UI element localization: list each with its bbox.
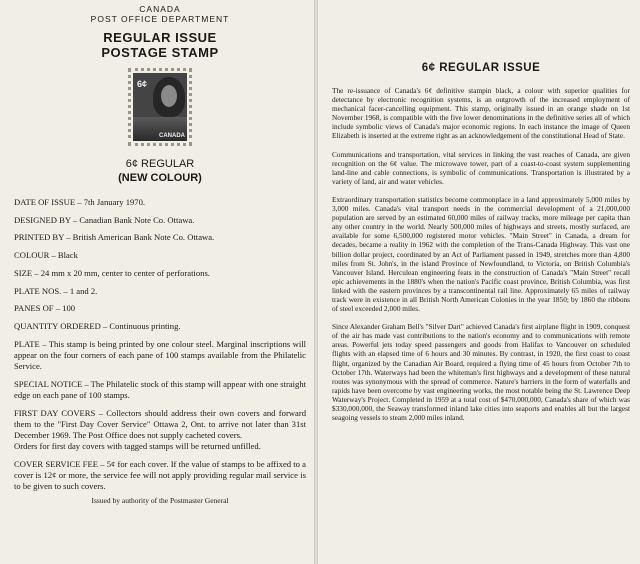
stamp-denomination: 6¢ bbox=[137, 79, 148, 89]
right-title: 6¢ REGULAR ISSUE bbox=[421, 62, 541, 74]
header-department: POST OFFICE DEPARTMENT bbox=[90, 14, 230, 24]
header-country: CANADA bbox=[139, 4, 181, 14]
issued-by: Issued by authority of the Postmaster General bbox=[91, 495, 229, 505]
stamp-image bbox=[128, 68, 192, 146]
field-size: SIZE – 24 mm x 20 mm, center to center of perforations. bbox=[14, 267, 210, 278]
field-date-of-issue: DATE OF ISSUE – 7th January 1970. bbox=[14, 197, 146, 207]
paragraph-communications: Communications and transportation, vital services in linking the vast reaches of Canada, are given recognition on the 6¢ value. The microwave tower, part of a coast-to-coast system supplementing land-line and cable connections, is symbolic of communications. Transportation is illustrated by a variety of land, air and water vehicles. bbox=[332, 149, 630, 186]
queen-face bbox=[161, 85, 177, 107]
paragraph-air-and-water: Since Alexander Graham Bell's "Silver Dart" achieved Canada's first airplane flight in 1909, conquest of the air has made vast contributions to the nation's economy and to communications with remote areas. Powerful jets today speed passengers and goods from Halifax to Vancouver on scheduled flights with an elapsed time of 6 hours and 30 minutes. By contrast, in 1920, the first coast to coast flight, organized by the Canadian Air Board, required a flying time of 45 hours from October 7th to October 17th. Waterways had been the whiteman's first highways and a development of these natural routes was synonymous with the spread of commerce. Nature's barriers in the form of waterfalls and rapids have been overcome by vast engineering works, the most notable being the St. Lawrence Deep Waterway's Project. Completed in 1959 at a total cost of $470,000,000, Canada's share of which was $330,000,000, the Seaway transformed inland lake cities into seaports and enables all but the largest seagoing vessels to steam 2,000 miles inland. bbox=[332, 322, 630, 423]
field-first-day-covers: FIRST DAY COVERS – Collectors should address their own covers and forward them to the "First Day Cover Service" Ottawa 2, Ont. to arrive not later than 31st December 1969. The Post Office does not supply cacheted covers. bbox=[14, 407, 306, 441]
field-plate: PLATE – This stamp is being printed by one colour steel. Marginal inscriptions will appear on the four corners of each pane of 100 stamps available from the Philatelic Service. bbox=[14, 338, 306, 372]
field-designed-by: DESIGNED BY – Canadian Bank Note Co. Ottawa. bbox=[14, 214, 195, 225]
field-colour: COLOUR – Black bbox=[14, 250, 78, 261]
title-regular-issue: REGULAR ISSUE bbox=[103, 30, 217, 45]
stamp-details bbox=[14, 197, 306, 493]
field-printed-by: PRINTED BY – British American Bank Note Co. Ottawa. bbox=[14, 232, 215, 243]
field-cover-service-fee: COVER SERVICE FEE – 5¢ for each cover. If the value of stamps to be affixed to a cover is 12¢ or more, the service fee will not apply providing regular mail service is to be given to such covers. bbox=[14, 458, 306, 492]
paragraph-transport-statistics: Extraordinary transportation statistics become commonplace in a land approximately 5,000 miles by 3,000 miles. Canada's vital transport needs in the commercial development of a 21,000,000 population are served by an estimated 60,000 miles of railway tracks, more mileage per capita than any other country in the world. Nearly 500,000 miles of highways and streets, mostly surfaced, are available for some 6,500,000 registered motor vehicles. "Main Street" in Canada, a dream for decades, became a reality in 1962 with the completion of the Trans-Canada Highway. This vast one billion dollar project, coordinated by an Act of Parliament passed in 1949, stretches more than 4,800 miles from St. John's, in the island Province of Newfoundland, to Victoria, on British Columbia's Vancouver Island. Herculean engineering feats in the construction of Canada's "Main Street" recall epic achievements in the 1880's when the nation's Pacific coast province, British Columbia, was first linked with the eastern provinces by a transcontinental rail line. Approximately 65 miles of railway track were in existence in all British North American Colonies in the year 1850; by 1860 the ribbons of steel exceeded 2,000 miles. bbox=[332, 194, 630, 314]
paragraph-reissuance: The re-issuance of Canada's 6¢ definitive stampin black, a colour with superior qualities for detectance by electronic recognition systems, is an outgrowth of the increased employment of mechanical facer-cancelling equipment. This stamp, originally issued in an orange shade on 1st November 1968, is compatible with the five lower denominations in the definitive series all of which include symbolic views of Canada's major economic regions. In each instance the image of Queen Elizabeth is inserted at the extreme right as an acknowledgement of the constitutional Head of State. bbox=[332, 86, 630, 141]
left-page bbox=[0, 0, 314, 564]
field-special-notice: SPECIAL NOTICE – The Philatelic stock of this stamp will appear with one straight edge on each pane of 100 stamps. bbox=[14, 378, 306, 400]
field-plate-nos: PLATE NOS. – 1 and 2. bbox=[14, 285, 98, 296]
stamp-image-wrap bbox=[14, 68, 306, 146]
right-page bbox=[318, 0, 640, 564]
subtitle-regular: 6¢ REGULAR bbox=[125, 158, 195, 170]
field-orders-note: Orders for first day covers with tagged stamps will be returned unfilled. bbox=[14, 441, 261, 452]
stamp-artwork bbox=[133, 73, 187, 141]
subtitle-new-colour: (NEW COLOUR) bbox=[118, 172, 202, 184]
right-body bbox=[332, 86, 630, 422]
field-panes-of: PANES OF – 100 bbox=[14, 303, 76, 314]
stamp-country: CANADA bbox=[159, 133, 185, 139]
title-postage-stamp: POSTAGE STAMP bbox=[101, 45, 219, 60]
field-quantity-ordered: QUANTITY ORDERED – Continuous printing. bbox=[14, 320, 181, 331]
